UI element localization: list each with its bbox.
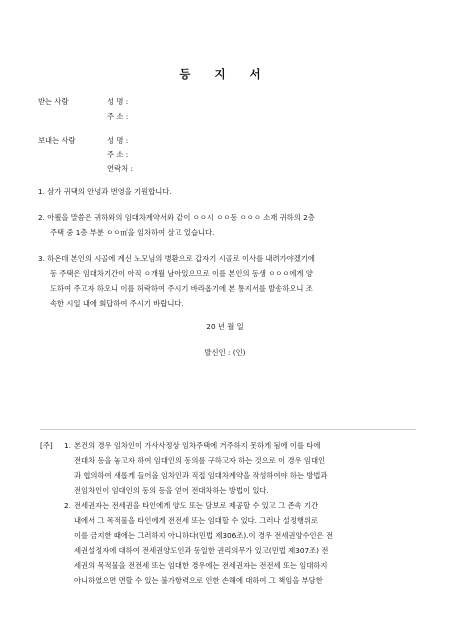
- note-1-line: 전임차인이 임대인의 동의 등을 얻어 전대차하는 방법이 있다.: [74, 486, 269, 495]
- receiver-name-field: 성 명 :: [107, 97, 129, 106]
- note-2-line: 세권설정자에 대하여 전세권양도인과 동일한 권리의무가 있고(민법 제307조) 전: [74, 546, 329, 555]
- body-item-3: 3. 하온데 본인의 시골에 계신 노모님의 병환으로 갑자기 시골로 이사를 내려가야겠기에: [38, 254, 315, 263]
- note-2-line: 전세권자는 전세권을 타인에게 양도 또는 담보로 제공할 수 있고 그 존속 기간: [74, 501, 319, 510]
- body-item-2-cont: 주택 중 1층 부분 ㅇㅇ㎡을 임차하여 살고 있습니다.: [50, 228, 215, 237]
- divider: [40, 429, 416, 430]
- note-2-line: 아니하였으면 면할 수 있는 불가항력으로 인한 손해에 대하여 그 책임을 부담한: [74, 576, 323, 585]
- body-item-2: 2. 아뢸을 말씀은 귀하와의 임대차계약서와 같이 ㅇㅇ시 ㅇㅇ동 ㅇㅇㅇ 소재 귀하의 2층: [38, 213, 315, 222]
- document-title: 등 지 서: [179, 67, 271, 81]
- sender-name-field: 성 명 :: [107, 136, 129, 145]
- receiver-address-field: 주 소 :: [107, 112, 129, 121]
- sender-label: 보내는 사람: [38, 136, 76, 145]
- notes-head: [주]: [40, 441, 53, 450]
- note-2-line: 이를 금지한 때에는 그러하지 아니하다(민법 제306조).이 경우 전세권양수인은 전: [74, 531, 334, 540]
- note-2-line: 세권의 목적물을 전전세 또는 임대한 경우에는 전세권자는 전전세 또는 임대하지: [74, 561, 328, 570]
- date-line: 20 년 월 일: [206, 322, 244, 331]
- note-1-line: 본건의 경우 임차인이 가사사정상 임차주택에 거주하지 못하게 됨에 이를 타에: [74, 441, 321, 450]
- note-1-number: 1.: [64, 441, 71, 450]
- body-item-3-cont-2: 도하여 주고자 하오니 이를 허락하여 주시기 바라옵기에 본 통지서를 발송하오니 조: [50, 284, 313, 293]
- body-item-1: 1. 삼가 귀댁의 안녕과 번영을 기원합니다.: [38, 187, 172, 196]
- note-2-line: 내에서 그 목적물을 타인에게 전전세 또는 임대할 수 있다. 그러나 설정행위로: [74, 516, 319, 525]
- signer-line: 발신인 : (인): [204, 348, 246, 357]
- note-2-number: 2.: [64, 501, 71, 510]
- body-item-3-cont-3: 속한 시일 내에 회답하여 주시기 바랍니다.: [50, 299, 184, 308]
- receiver-label: 받는 사람: [38, 97, 69, 106]
- body-item-3-cont-1: 동 주택은 임대차기간이 아직 ㅇ개월 남아있으므로 이를 본인의 동생 ㅇㅇㅇ에게 양: [50, 269, 313, 278]
- note-1-line: 과 협의하여 새롭게 들어올 임차인과 직접 임대차계약을 작성하여야 하는 방법과: [74, 471, 328, 480]
- note-1-line: 전대차 등을 놓고자 하여 임대인의 동의를 구하고자 하는 것으로 이 경우 임대인: [74, 456, 326, 465]
- sender-contact-field: 연락처 :: [107, 164, 133, 173]
- sender-address-field: 주 소 :: [107, 150, 129, 159]
